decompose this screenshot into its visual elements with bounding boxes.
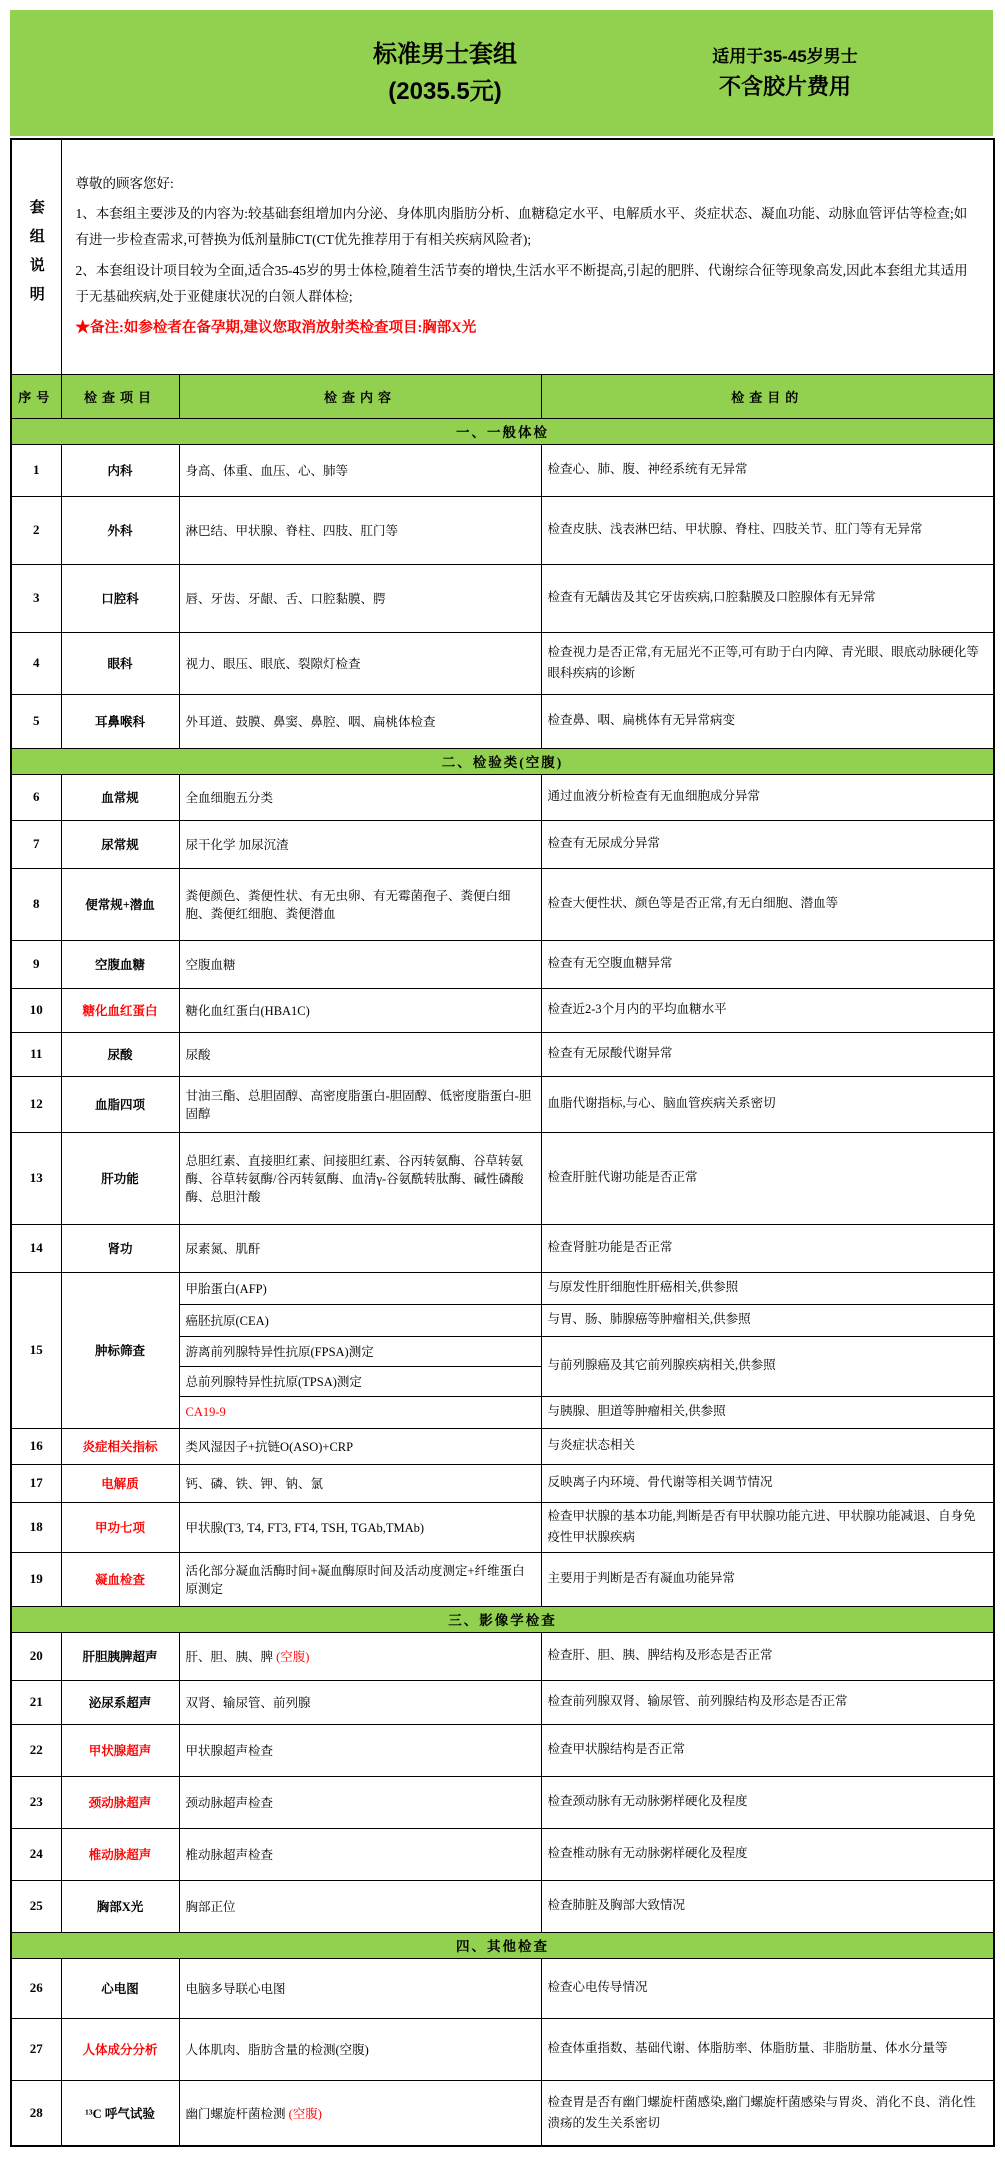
exam-content: 空腹血糖 bbox=[179, 940, 541, 988]
package-title-block bbox=[280, 36, 610, 110]
table-row bbox=[11, 1958, 994, 2018]
section-row bbox=[11, 1606, 994, 1632]
col-header-no: 序号 bbox=[11, 374, 61, 418]
exam-content bbox=[179, 1396, 541, 1428]
package-header-banner bbox=[10, 10, 993, 136]
table-row bbox=[11, 2018, 994, 2080]
exam-purpose: 检查肝、胆、胰、脾结构及形态是否正常 bbox=[541, 1632, 994, 1680]
row-number: 1 bbox=[11, 444, 61, 496]
package-title: 标准男士套组 bbox=[373, 40, 517, 68]
exam-purpose: 检查有无空腹血糖异常 bbox=[541, 940, 994, 988]
exam-item: 炎症相关指标 bbox=[61, 1428, 179, 1464]
exam-content: 视力、眼压、眼底、裂隙灯检查 bbox=[179, 632, 541, 694]
exam-item: 肝胆胰脾超声 bbox=[61, 1632, 179, 1680]
exam-item: 胸部X光 bbox=[61, 1880, 179, 1932]
exam-item: 颈动脉超声 bbox=[61, 1776, 179, 1828]
exam-content: 电脑多导联心电图 bbox=[179, 1958, 541, 2018]
section-row bbox=[11, 748, 994, 774]
exam-table bbox=[10, 138, 995, 2147]
pregnancy-warning-note: ★备注:如参检者在备孕期,建议您取消放射类检查项目:胸部X光 bbox=[75, 320, 477, 337]
exam-item: 外科 bbox=[61, 496, 179, 564]
exam-item: 血脂四项 bbox=[61, 1076, 179, 1132]
row-number: 24 bbox=[11, 1828, 61, 1880]
exam-content: 甘油三酯、总胆固醇、高密度脂蛋白-胆固醇、低密度脂蛋白-胆固醇 bbox=[179, 1076, 541, 1132]
exam-item: 心电图 bbox=[61, 1958, 179, 2018]
table-row bbox=[11, 496, 994, 564]
exam-content: 总胆红素、直接胆红素、间接胆红素、谷丙转氨酶、谷草转氨酶、谷草转氨酶/谷丙转氨酶、血清γ-谷氨酰转肽酶、碱性磷酸酶、总胆汁酸 bbox=[179, 1132, 541, 1224]
section-row bbox=[11, 418, 994, 444]
exam-content: 胸部正位 bbox=[179, 1880, 541, 1932]
row-number: 3 bbox=[11, 564, 61, 632]
table-row bbox=[11, 1502, 994, 1552]
fee-note: 不含胶片费用 bbox=[718, 74, 851, 100]
exam-item: 糖化血红蛋白 bbox=[61, 988, 179, 1032]
row-number: 25 bbox=[11, 1880, 61, 1932]
exam-purpose: 通过血液分析检查有无血细胞成分异常 bbox=[541, 774, 994, 820]
exam-purpose: 与胰腺、胆道等肿瘤相关,供参照 bbox=[541, 1396, 994, 1428]
description-point-2: 2、本套组设计项目较为全面,适合35-45岁的男士体检,随着生活节奏的增快,生活水平不断提高,引起的肥胖、代谢综合征等现象高发,因此本套组尤其适用于无基础疾病,处于亚健康状况的白领人群体检; bbox=[75, 262, 968, 305]
exam-item: 尿酸 bbox=[61, 1032, 179, 1076]
table-row bbox=[11, 1224, 994, 1272]
row-number: 27 bbox=[11, 2018, 61, 2080]
exam-purpose: 检查心电传导情况 bbox=[541, 1958, 994, 2018]
exam-content: 总前列腺特异性抗原(TPSA)测定 bbox=[179, 1366, 541, 1396]
table-row bbox=[11, 1776, 994, 1828]
row-number: 5 bbox=[11, 694, 61, 748]
row-number: 2 bbox=[11, 496, 61, 564]
table-row bbox=[11, 868, 994, 940]
row-number: 12 bbox=[11, 1076, 61, 1132]
exam-content: 粪便颜色、粪便性状、有无虫卵、有无霉菌孢子、粪便白细胞、粪便红细胞、粪便潜血 bbox=[179, 868, 541, 940]
exam-item: 口腔科 bbox=[61, 564, 179, 632]
exam-purpose: 检查心、肺、腹、神经系统有无异常 bbox=[541, 444, 994, 496]
exam-item: 甲功七项 bbox=[61, 1502, 179, 1552]
exam-content: 尿干化学 加尿沉渣 bbox=[179, 820, 541, 868]
exam-item: 耳鼻喉科 bbox=[61, 694, 179, 748]
row-number: 17 bbox=[11, 1464, 61, 1502]
package-sheet bbox=[10, 10, 993, 2147]
text-part: (空腹) bbox=[288, 2106, 322, 2121]
row-number: 6 bbox=[11, 774, 61, 820]
exam-content: 类风湿因子+抗链O(ASO)+CRP bbox=[179, 1428, 541, 1464]
package-description-label-cell bbox=[11, 139, 61, 374]
section-title: 四、其他检查 bbox=[11, 1932, 994, 1958]
row-number: 21 bbox=[11, 1680, 61, 1724]
text-part: 肝、胆、胰、脾 bbox=[185, 1650, 277, 1664]
table-row bbox=[11, 1464, 994, 1502]
row-number: 10 bbox=[11, 988, 61, 1032]
exam-item: 人体成分分析 bbox=[61, 2018, 179, 2080]
exam-item: 电解质 bbox=[61, 1464, 179, 1502]
table-row bbox=[11, 988, 994, 1032]
exam-content: 身高、体重、血压、心、肺等 bbox=[179, 444, 541, 496]
row-number: 4 bbox=[11, 632, 61, 694]
exam-item: 眼科 bbox=[61, 632, 179, 694]
exam-content: 外耳道、鼓膜、鼻窦、鼻腔、咽、扁桃体检查 bbox=[179, 694, 541, 748]
exam-purpose: 检查有无尿成分异常 bbox=[541, 820, 994, 868]
exam-purpose: 检查甲状腺的基本功能,判断是否有甲状腺功能亢进、甲状腺功能减退、自身免疫性甲状腺疾病 bbox=[541, 1502, 994, 1552]
exam-content: 甲状腺超声检查 bbox=[179, 1724, 541, 1776]
table-row bbox=[11, 1552, 994, 1606]
section-title: 三、影像学检查 bbox=[11, 1606, 994, 1632]
exam-purpose: 检查体重指数、基础代谢、体脂肪率、体脂肪量、非脂肪量、体水分量等 bbox=[541, 2018, 994, 2080]
exam-content bbox=[179, 1632, 541, 1680]
row-number: 26 bbox=[11, 1958, 61, 2018]
exam-content: 钙、磷、铁、钾、钠、氯 bbox=[179, 1464, 541, 1502]
column-header-row bbox=[11, 374, 994, 418]
exam-content: 活化部分凝血活酶时间+凝血酶原时间及活动度测定+纤维蛋白原测定 bbox=[179, 1552, 541, 1606]
section-row bbox=[11, 1932, 994, 1958]
exam-content: 椎动脉超声检查 bbox=[179, 1828, 541, 1880]
exam-item: 凝血检查 bbox=[61, 1552, 179, 1606]
exam-content: 糖化血红蛋白(HBA1C) bbox=[179, 988, 541, 1032]
row-number: 22 bbox=[11, 1724, 61, 1776]
exam-content: 全血细胞五分类 bbox=[179, 774, 541, 820]
table-row bbox=[11, 1880, 994, 1932]
exam-content: 唇、牙齿、牙龈、舌、口腔黏膜、腭 bbox=[179, 564, 541, 632]
table-row bbox=[11, 1428, 994, 1464]
table-row bbox=[11, 444, 994, 496]
row-number: 23 bbox=[11, 1776, 61, 1828]
table-row bbox=[11, 694, 994, 748]
exam-purpose: 反映离子内环境、骨代谢等相关调节情况 bbox=[541, 1464, 994, 1502]
exam-purpose: 检查颈动脉有无动脉粥样硬化及程度 bbox=[541, 1776, 994, 1828]
exam-purpose: 检查肺脏及胸部大致情况 bbox=[541, 1880, 994, 1932]
exam-purpose: 检查有无尿酸代谢异常 bbox=[541, 1032, 994, 1076]
exam-purpose: 检查胃是否有幽门螺旋杆菌感染,幽门螺旋杆菌感染与胃炎、消化不良、消化性溃疡的发生关系密切 bbox=[541, 2080, 994, 2146]
table-row bbox=[11, 774, 994, 820]
table-row bbox=[11, 1272, 994, 1304]
row-number: 13 bbox=[11, 1132, 61, 1224]
package-description-row bbox=[11, 139, 994, 374]
exam-item: ¹³C 呼气试验 bbox=[61, 2080, 179, 2146]
table-row bbox=[11, 1632, 994, 1680]
row-number: 11 bbox=[11, 1032, 61, 1076]
exam-purpose: 检查大便性状、颜色等是否正常,有无白细胞、潜血等 bbox=[541, 868, 994, 940]
table-row bbox=[11, 1132, 994, 1224]
exam-purpose: 与炎症状态相关 bbox=[541, 1428, 994, 1464]
exam-purpose: 与胃、肠、肺腺癌等肿瘤相关,供参照 bbox=[541, 1304, 994, 1336]
table-row bbox=[11, 940, 994, 988]
table-row bbox=[11, 1828, 994, 1880]
description-point-1: 1、本套组主要涉及的内容为:较基础套组增加内分泌、身体肌肉脂肪分析、血糖稳定水平、电解质水平、炎症状态、凝血功能、动脉血管评估等检查;如有进一步检查需求,可替换为低剂量肺CT(CT优先推荐用于有相关疾病风险者); bbox=[75, 206, 968, 248]
text-part: CA19-9 bbox=[185, 1404, 226, 1419]
section-title: 二、检验类(空腹) bbox=[11, 748, 994, 774]
row-number: 14 bbox=[11, 1224, 61, 1272]
exam-item: 尿常规 bbox=[61, 820, 179, 868]
row-number: 19 bbox=[11, 1552, 61, 1606]
exam-purpose: 检查近2-3个月内的平均血糖水平 bbox=[541, 988, 994, 1032]
exam-content: 颈动脉超声检查 bbox=[179, 1776, 541, 1828]
exam-purpose: 主要用于判断是否有凝血功能异常 bbox=[541, 1552, 994, 1606]
table-row bbox=[11, 820, 994, 868]
exam-purpose: 与原发性肝细胞性肝癌相关,供参照 bbox=[541, 1272, 994, 1304]
exam-purpose: 检查椎动脉有无动脉粥样硬化及程度 bbox=[541, 1828, 994, 1880]
row-number: 28 bbox=[11, 2080, 61, 2146]
row-number: 7 bbox=[11, 820, 61, 868]
audience-note: 适用于35-45岁男士 bbox=[712, 46, 858, 66]
text-part: 幽门螺旋杆菌检测 bbox=[185, 2106, 289, 2121]
exam-content: 人体肌肉、脂肪含量的检测(空腹) bbox=[179, 2018, 541, 2080]
exam-item: 便常规+潜血 bbox=[61, 868, 179, 940]
exam-purpose: 检查肝脏代谢功能是否正常 bbox=[541, 1132, 994, 1224]
exam-content: 双肾、输尿管、前列腺 bbox=[179, 1680, 541, 1724]
row-number: 16 bbox=[11, 1428, 61, 1464]
exam-content: 淋巴结、甲状腺、脊柱、四肢、肛门等 bbox=[179, 496, 541, 564]
row-number: 8 bbox=[11, 868, 61, 940]
exam-content: 尿素氮、肌酐 bbox=[179, 1224, 541, 1272]
table-row bbox=[11, 1680, 994, 1724]
exam-purpose: 检查前列腺双肾、输尿管、前列腺结构及形态是否正常 bbox=[541, 1680, 994, 1724]
exam-content: 甲胎蛋白(AFP) bbox=[179, 1272, 541, 1304]
row-number: 18 bbox=[11, 1502, 61, 1552]
exam-purpose: 检查有无龋齿及其它牙齿疾病,口腔黏膜及口腔腺体有无异常 bbox=[541, 564, 994, 632]
exam-content: 甲状腺(T3, T4, FT3, FT4, TSH, TGAb,TMAb) bbox=[179, 1502, 541, 1552]
exam-item: 泌尿系超声 bbox=[61, 1680, 179, 1724]
table-row bbox=[11, 1724, 994, 1776]
exam-purpose: 与前列腺癌及其它前列腺疾病相关,供参照 bbox=[541, 1336, 994, 1396]
exam-content: 癌胚抗原(CEA) bbox=[179, 1304, 541, 1336]
exam-item: 椎动脉超声 bbox=[61, 1828, 179, 1880]
exam-purpose: 血脂代谢指标,与心、脑血管疾病关系密切 bbox=[541, 1076, 994, 1132]
exam-purpose: 检查皮肤、浅表淋巴结、甲状腺、脊柱、四肢关节、肛门等有无异常 bbox=[541, 496, 994, 564]
table-row bbox=[11, 632, 994, 694]
exam-purpose: 检查视力是否正常,有无屈光不正等,可有助于白内障、青光眼、眼底动脉硬化等眼科疾病的诊断 bbox=[541, 632, 994, 694]
exam-content: 尿酸 bbox=[179, 1032, 541, 1076]
package-description-label: 套组说明 bbox=[27, 198, 44, 315]
exam-item: 肝功能 bbox=[61, 1132, 179, 1224]
package-subtitle-block bbox=[640, 43, 930, 103]
exam-content bbox=[179, 2080, 541, 2146]
exam-item: 肿标筛查 bbox=[61, 1272, 179, 1428]
table-row bbox=[11, 1032, 994, 1076]
text-part: (空腹) bbox=[276, 1650, 310, 1664]
exam-item: 内科 bbox=[61, 444, 179, 496]
col-header-purpose: 检查目的 bbox=[541, 374, 994, 418]
table-row bbox=[11, 1076, 994, 1132]
exam-purpose: 检查肾脏功能是否正常 bbox=[541, 1224, 994, 1272]
exam-item: 甲状腺超声 bbox=[61, 1724, 179, 1776]
col-header-content: 检查内容 bbox=[179, 374, 541, 418]
row-number: 9 bbox=[11, 940, 61, 988]
exam-item: 血常规 bbox=[61, 774, 179, 820]
exam-content: 游离前列腺特异性抗原(FPSA)测定 bbox=[179, 1336, 541, 1366]
table-row bbox=[11, 2080, 994, 2146]
exam-item: 空腹血糖 bbox=[61, 940, 179, 988]
row-number: 20 bbox=[11, 1632, 61, 1680]
exam-purpose: 检查鼻、咽、扁桃体有无异常病变 bbox=[541, 694, 994, 748]
package-price: (2035.5元) bbox=[388, 78, 502, 105]
table-row bbox=[11, 564, 994, 632]
greeting-text: 尊敬的顾客您好: bbox=[75, 175, 174, 191]
col-header-item: 检查项目 bbox=[61, 374, 179, 418]
row-number: 15 bbox=[11, 1272, 61, 1428]
section-title: 一、一般体检 bbox=[11, 418, 994, 444]
exam-item: 肾功 bbox=[61, 1224, 179, 1272]
exam-purpose: 检查甲状腺结构是否正常 bbox=[541, 1724, 994, 1776]
package-description-cell bbox=[61, 139, 994, 374]
